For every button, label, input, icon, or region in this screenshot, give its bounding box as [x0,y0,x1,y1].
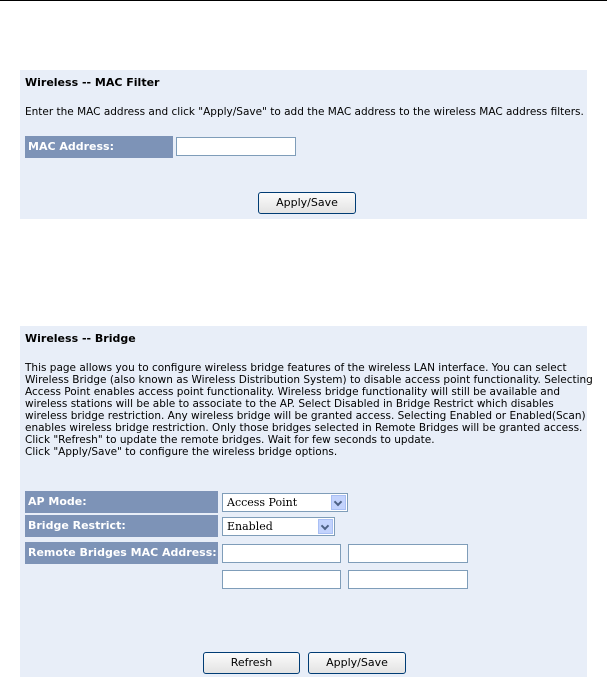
bridge-apply-save-button[interactable]: Apply/Save [308,652,406,674]
mac-address-input[interactable] [176,137,296,156]
bridge-description-line: Access Point enables access point functionality. Wireless bridge functionality will still be available and [25,386,561,398]
remote-bridge-mac-input-4[interactable] [348,570,468,589]
refresh-button[interactable]: Refresh [203,652,300,674]
mac-filter-apply-save-button[interactable]: Apply/Save [258,192,356,214]
ap-mode-selected-value: Access Point [227,496,298,509]
bridge-title: Wireless -- Bridge [25,332,136,345]
remote-bridge-mac-input-3[interactable] [222,570,341,589]
bridge-description-line: Click "Refresh" to update the remote bridges. Wait for few seconds to update. [25,434,435,446]
mac-filter-description: Enter the MAC address and click "Apply/Save" to add the MAC address to the wireless MAC address filters. [25,106,584,118]
bridge-panel [20,326,593,677]
chevron-down-icon[interactable] [331,495,346,510]
bridge-restrict-select[interactable] [222,517,335,536]
remote-bridges-mac-label: Remote Bridges MAC Address: [25,542,218,564]
bridge-description-line: This page allows you to configure wireless bridge features of the wireless LAN interface. You can select [25,362,567,374]
bridge-description-line: enables wireless bridge restriction. Only those bridges selected in Remote Bridges will be granted access. [25,422,583,434]
ap-mode-label: AP Mode: [25,491,218,513]
bridge-restrict-label: Bridge Restrict: [25,515,218,537]
bridge-description-line: Click "Apply/Save" to configure the wireless bridge options. [25,446,338,458]
chevron-down-icon[interactable] [318,519,333,534]
mac-filter-panel [20,70,587,219]
remote-bridge-mac-input-1[interactable] [222,544,341,563]
ap-mode-select[interactable] [222,493,348,512]
page-top-rule [0,0,607,1]
bridge-restrict-selected-value: Enabled [227,520,273,533]
mac-address-label: MAC Address: [25,136,173,158]
bridge-description-line: wireless stations will be able to associate to the AP. Select Disabled in Bridge Restrict which disables [25,398,554,410]
mac-filter-title: Wireless -- MAC Filter [25,76,160,89]
bridge-description-line: wireless bridge restriction. Any wireless bridge will be granted access. Selecting Enabled or Enabled(Scan) [25,410,586,422]
bridge-description-line: Wireless Bridge (also known as Wireless Distribution System) to disable access point functionality. Selecting [25,374,593,386]
remote-bridge-mac-input-2[interactable] [348,544,468,563]
